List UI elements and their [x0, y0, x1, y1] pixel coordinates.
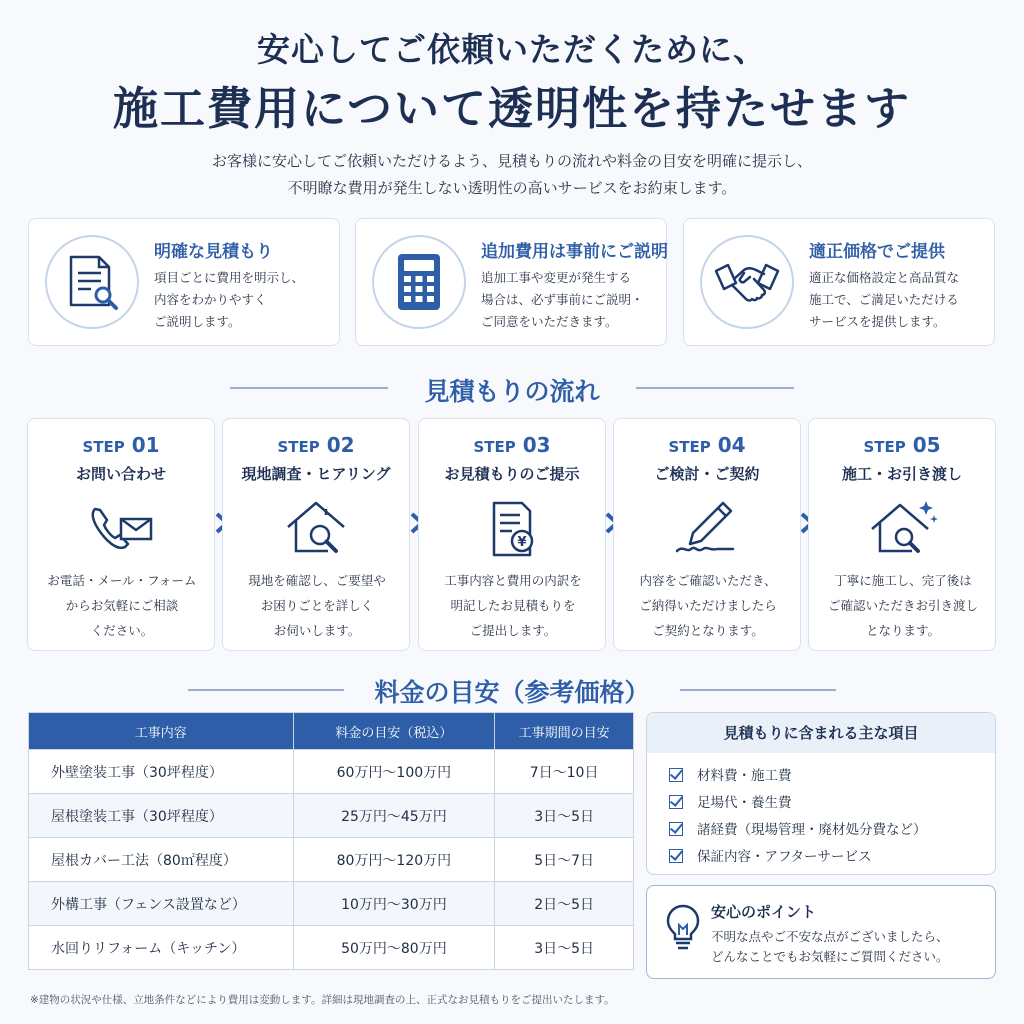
section-divider: [636, 387, 794, 389]
step-card-04: [613, 418, 801, 651]
lightbulb-icon: [665, 901, 701, 955]
included-items-panel: [646, 712, 996, 875]
step-name: 現地調査・ヒアリング: [241, 465, 391, 483]
intro-line2: 不明瞭な費用が発生しない透明性の高いサービスをお約束します。: [287, 179, 737, 197]
step-number: STEP 04: [668, 433, 746, 457]
price-cell: 60万円〜100万円: [293, 750, 495, 794]
period-cell: 3日〜5日: [495, 926, 634, 970]
column-header: 工事期間の目安: [495, 713, 634, 750]
included-item: 足場代・養生費: [669, 791, 792, 811]
reassurance-panel: [646, 885, 996, 979]
phone-mail-icon: [87, 497, 157, 561]
price-table: [28, 712, 634, 970]
checkbox-checked-icon: [669, 822, 683, 836]
step-number: STEP 05: [863, 433, 941, 457]
step-name: 施工・お引き渡し: [841, 465, 962, 483]
intro-text: [0, 148, 1024, 202]
checkbox-checked-icon: [669, 768, 683, 782]
headline-line2: 施工費用について透明性を持たせます: [112, 82, 912, 135]
step-description: 丁寧に施工し、完了後は ご確認いただきお引き渡し となります。: [827, 573, 978, 638]
step-number: STEP 01: [82, 433, 160, 457]
price-cell: 10万円〜30万円: [293, 882, 495, 926]
feature-body: 項目ごとに費用を明示し、 内容をわかりやすく ご説明します。: [154, 270, 305, 329]
price-cell: 50万円〜80万円: [293, 926, 495, 970]
step-number: STEP 02: [277, 433, 355, 457]
flow-title: 見積もりの流れ: [424, 377, 600, 406]
feature-body: 適正な価格設定と高品質な 施工で、ご満足いただける サービスを提供します。: [809, 270, 960, 329]
feature-title: 適正価格でご提供: [809, 242, 945, 262]
section-divider: [680, 689, 836, 691]
step-description: 現地を確認し、ご要望や お困りごとを詳しく お伺いします。: [248, 573, 386, 638]
period-cell: 2日〜5日: [495, 882, 634, 926]
price-cell: 80万円〜120万円: [293, 838, 495, 882]
work-cell: 屋根カバー工法（80㎡程度）: [29, 838, 294, 882]
step-description: お電話・メール・フォーム からお気軽にご相談 ください。: [47, 573, 197, 638]
feature-card-clear-estimate: [28, 218, 340, 346]
work-cell: 外壁塗装工事（30坪程度）: [29, 750, 294, 794]
included-item: 保証内容・アフターサービス: [669, 845, 872, 865]
house-search-icon: [282, 497, 352, 561]
step-card-01: [27, 418, 215, 651]
period-cell: 7日〜10日: [495, 750, 634, 794]
pricing-title: 料金の目安（参考価格）: [374, 678, 650, 707]
column-header: 工事内容: [29, 713, 294, 750]
point-title: 安心のポイント: [711, 903, 817, 921]
handshake-icon: [700, 235, 794, 329]
step-name: お見積もりのご提示: [444, 465, 580, 483]
included-item: 諸経費（現場管理・廃材処分費など）: [669, 818, 927, 838]
pen-signature-icon: [673, 497, 743, 561]
intro-line1: お客様に安心してご依頼いただけるよう、見積もりの流れや料金の目安を明確に提示し、: [211, 152, 812, 170]
feature-body: 追加工事や変更が発生する 場合は、必ず事前にご説明・ ご同意をいただきます。: [481, 270, 644, 329]
table-row: [29, 794, 634, 838]
work-cell: 屋根塗装工事（30坪程度）: [29, 794, 294, 838]
document-search-icon: [45, 235, 139, 329]
included-item: 材料費・施工費: [669, 764, 792, 784]
table-row: [29, 926, 634, 970]
work-cell: 水回りリフォーム（キッチン）: [29, 926, 294, 970]
point-line1: 不明な点やご不安な点がございましたら、: [711, 929, 949, 944]
calculator-icon: [372, 235, 466, 329]
table-row: [29, 882, 634, 926]
feature-card-fair-price: [683, 218, 995, 346]
point-body: [711, 927, 949, 967]
price-cell: 25万円〜45万円: [293, 794, 495, 838]
period-cell: 3日〜5日: [495, 794, 634, 838]
feature-title: 明確な見積もり: [154, 242, 273, 262]
feature-title: 追加費用は事前にご説明: [481, 242, 668, 262]
work-cell: 外構工事（フェンス設置など）: [29, 882, 294, 926]
checkbox-checked-icon: [669, 795, 683, 809]
svg-text:¥: ¥: [517, 535, 527, 550]
step-card-05: [808, 418, 996, 651]
table-row: [29, 750, 634, 794]
estimate-document-icon: [478, 497, 548, 561]
house-sparkle-icon: [868, 497, 938, 561]
table-row: [29, 838, 634, 882]
step-card-03: [418, 418, 606, 651]
footnote: ※建物の状況や仕様、立地条件などにより費用は変動します。詳細は現地調査の上、正式なお見積もりをご提出いたします。: [30, 994, 615, 1006]
step-number: STEP 03: [473, 433, 551, 457]
period-cell: 5日〜7日: [495, 838, 634, 882]
included-items-title: 見積もりに含まれる主な項目: [647, 713, 995, 753]
column-header: 料金の目安（税込）: [293, 713, 495, 750]
step-name: ご検討・ご契約: [654, 465, 760, 483]
point-line2: どんなことでもお気軽にご質問ください。: [711, 949, 949, 964]
step-card-02: [222, 418, 410, 651]
step-description: 工事内容と費用の内訳を 明記したお見積もりを ご提出します。: [444, 573, 582, 638]
step-name: お問い合わせ: [75, 465, 166, 483]
table-header-row: [29, 713, 634, 750]
step-description: 内容をご確認いただき、 ご納得いただけましたら ご契約となります。: [639, 573, 777, 638]
feature-card-additional-cost: [355, 218, 667, 346]
headline-line1: 安心してご依頼いただくために、: [257, 30, 767, 69]
checkbox-checked-icon: [669, 849, 683, 863]
